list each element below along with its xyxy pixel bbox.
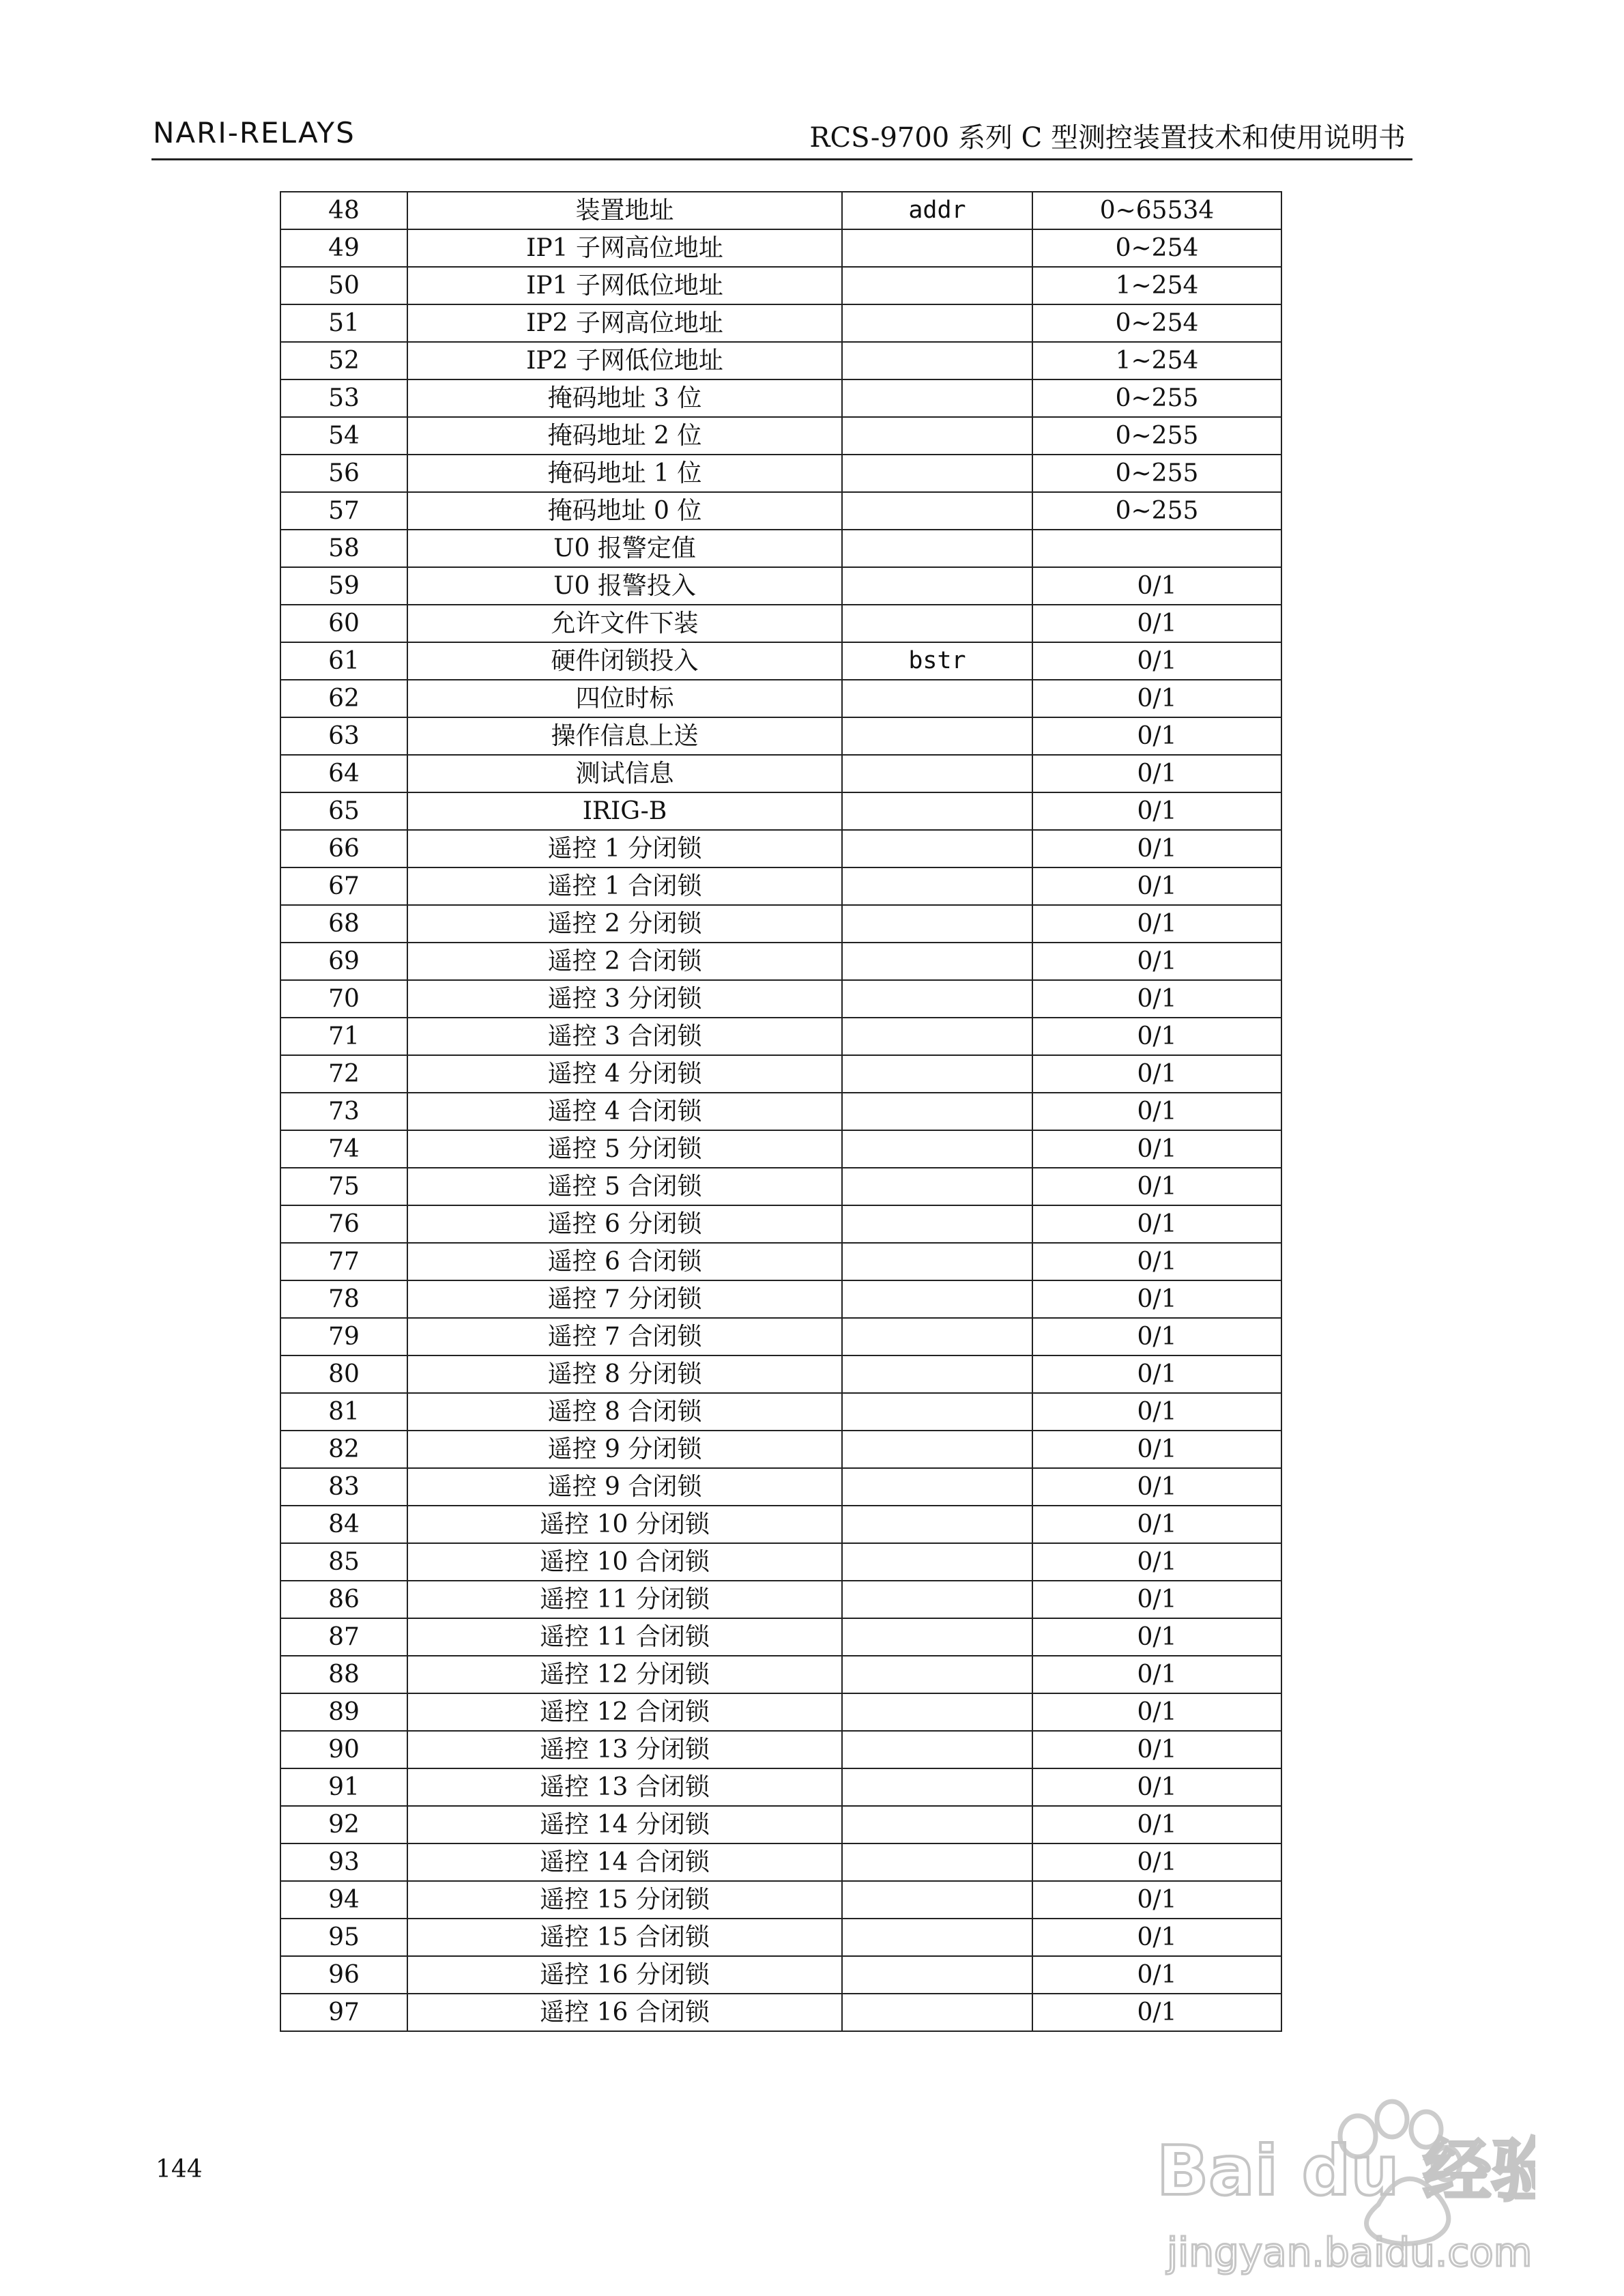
param-name-cell: 遥控 4 分闭锁 [407, 1055, 842, 1093]
param-number-cell: 53 [280, 379, 407, 417]
param-range-cell: 0/1 [1032, 980, 1281, 1018]
param-symbol-cell [842, 1618, 1032, 1656]
param-range-cell: 0/1 [1032, 867, 1281, 905]
param-number-cell: 72 [280, 1055, 407, 1093]
param-symbol-cell [842, 342, 1032, 379]
param-number-cell: 61 [280, 642, 407, 680]
table-row [280, 1956, 1281, 1994]
param-symbol-cell [842, 1243, 1032, 1280]
param-number-cell: 50 [280, 267, 407, 304]
param-symbol-cell [842, 1843, 1032, 1881]
param-range-cell: 0~254 [1032, 304, 1281, 342]
table-row [280, 1168, 1281, 1205]
param-range-cell: 0~255 [1032, 492, 1281, 530]
param-name-cell: 遥控 14 合闭锁 [407, 1843, 842, 1881]
param-name-cell: 遥控 11 合闭锁 [407, 1618, 842, 1656]
param-number-cell: 84 [280, 1506, 407, 1543]
param-range-cell: 0/1 [1032, 943, 1281, 980]
param-symbol-cell [842, 943, 1032, 980]
table-row [280, 1994, 1281, 2031]
param-range-cell: 0~255 [1032, 417, 1281, 455]
table-row [280, 1543, 1281, 1581]
param-number-cell: 56 [280, 455, 407, 492]
param-number-cell: 51 [280, 304, 407, 342]
param-name-cell: 遥控 2 分闭锁 [407, 905, 842, 943]
param-range-cell: 0/1 [1032, 755, 1281, 792]
param-symbol-cell [842, 1656, 1032, 1693]
table-row [280, 567, 1281, 605]
param-symbol-cell [842, 867, 1032, 905]
param-name-cell: IRIG-B [407, 792, 842, 830]
param-symbol-cell [842, 1506, 1032, 1543]
param-range-cell: 0/1 [1032, 1130, 1281, 1168]
param-number-cell: 78 [280, 1280, 407, 1318]
param-range-cell: 0/1 [1032, 717, 1281, 755]
table-row [280, 1506, 1281, 1543]
param-number-cell: 76 [280, 1205, 407, 1243]
param-name-cell: IP1 子网低位地址 [407, 267, 842, 304]
param-name-cell: 遥控 16 分闭锁 [407, 1956, 842, 1994]
table-row [280, 1205, 1281, 1243]
param-number-cell: 63 [280, 717, 407, 755]
param-symbol-cell [842, 1093, 1032, 1130]
param-range-cell: 1~254 [1032, 342, 1281, 379]
param-range-cell: 0~254 [1032, 229, 1281, 267]
table-row [280, 1093, 1281, 1130]
param-symbol-cell [842, 680, 1032, 717]
param-name-cell: IP2 子网高位地址 [407, 304, 842, 342]
param-name-cell: 遥控 10 分闭锁 [407, 1506, 842, 1543]
param-name-cell: 遥控 10 合闭锁 [407, 1543, 842, 1581]
table-row [280, 605, 1281, 642]
param-name-cell: 测试信息 [407, 755, 842, 792]
param-symbol-cell [842, 1956, 1032, 1994]
param-name-cell: 四位时标 [407, 680, 842, 717]
param-symbol-cell [842, 980, 1032, 1018]
param-symbol-cell [842, 267, 1032, 304]
param-range-cell: 0/1 [1032, 1318, 1281, 1355]
param-name-cell: 遥控 3 分闭锁 [407, 980, 842, 1018]
header-document-title: RCS-9700 系列 C 型测控装置技术和使用说明书 [809, 122, 1406, 154]
param-number-cell: 75 [280, 1168, 407, 1205]
param-name-cell: U0 报警定值 [407, 530, 842, 567]
param-symbol-cell [842, 530, 1032, 567]
table-row [280, 1806, 1281, 1843]
param-number-cell: 60 [280, 605, 407, 642]
param-range-cell: 0/1 [1032, 1656, 1281, 1693]
param-name-cell: 遥控 14 分闭锁 [407, 1806, 842, 1843]
table-row [280, 1243, 1281, 1280]
param-number-cell: 89 [280, 1693, 407, 1731]
param-symbol-cell [842, 1731, 1032, 1768]
param-number-cell: 70 [280, 980, 407, 1018]
table-row [280, 642, 1281, 680]
param-range-cell: 0/1 [1032, 680, 1281, 717]
param-range-cell: 0~65534 [1032, 192, 1281, 229]
param-range-cell: 0/1 [1032, 1581, 1281, 1618]
param-range-cell: 0/1 [1032, 830, 1281, 867]
param-symbol-cell: bstr [842, 642, 1032, 680]
param-symbol-cell [842, 417, 1032, 455]
table-row [280, 192, 1281, 229]
param-symbol-cell [842, 1431, 1032, 1468]
param-number-cell: 96 [280, 1956, 407, 1994]
param-range-cell [1032, 530, 1281, 567]
param-symbol-cell [842, 717, 1032, 755]
param-number-cell: 85 [280, 1543, 407, 1581]
param-name-cell: 允许文件下装 [407, 605, 842, 642]
table-row [280, 755, 1281, 792]
param-range-cell: 0/1 [1032, 1468, 1281, 1506]
param-number-cell: 92 [280, 1806, 407, 1843]
param-number-cell: 87 [280, 1618, 407, 1656]
param-name-cell: 硬件闭锁投入 [407, 642, 842, 680]
table-row [280, 1318, 1281, 1355]
param-name-cell: 遥控 12 分闭锁 [407, 1656, 842, 1693]
param-number-cell: 68 [280, 905, 407, 943]
param-number-cell: 86 [280, 1581, 407, 1618]
param-symbol-cell [842, 1393, 1032, 1431]
param-name-cell: 遥控 15 分闭锁 [407, 1881, 842, 1919]
table-row [280, 1693, 1281, 1731]
param-symbol-cell [842, 792, 1032, 830]
param-number-cell: 77 [280, 1243, 407, 1280]
table-row [280, 1731, 1281, 1768]
param-name-cell: 遥控 7 合闭锁 [407, 1318, 842, 1355]
param-number-cell: 71 [280, 1018, 407, 1055]
param-range-cell: 0/1 [1032, 605, 1281, 642]
watermark-brand-text: Bai du 经验 [1157, 2131, 1535, 2211]
param-symbol-cell [842, 605, 1032, 642]
table-row [280, 229, 1281, 267]
param-symbol-cell [842, 1543, 1032, 1581]
param-number-cell: 94 [280, 1881, 407, 1919]
param-symbol-cell [842, 1994, 1032, 2031]
param-name-cell: 遥控 11 分闭锁 [407, 1581, 842, 1618]
param-name-cell: 遥控 5 分闭锁 [407, 1130, 842, 1168]
param-number-cell: 64 [280, 755, 407, 792]
table-row [280, 1280, 1281, 1318]
param-number-cell: 83 [280, 1468, 407, 1506]
param-range-cell: 0/1 [1032, 1355, 1281, 1393]
param-range-cell: 0/1 [1032, 1881, 1281, 1919]
param-symbol-cell [842, 1806, 1032, 1843]
table-row [280, 1355, 1281, 1393]
param-number-cell: 67 [280, 867, 407, 905]
param-range-cell: 0/1 [1032, 792, 1281, 830]
param-range-cell: 0/1 [1032, 1806, 1281, 1843]
param-name-cell: 操作信息上送 [407, 717, 842, 755]
param-range-cell: 1~254 [1032, 267, 1281, 304]
param-range-cell: 0/1 [1032, 1919, 1281, 1956]
table-row [280, 792, 1281, 830]
param-range-cell: 0/1 [1032, 1205, 1281, 1243]
table-row [280, 1468, 1281, 1506]
param-number-cell: 90 [280, 1731, 407, 1768]
param-number-cell: 97 [280, 1994, 407, 2031]
param-number-cell: 95 [280, 1919, 407, 1956]
table-row [280, 905, 1281, 943]
param-range-cell: 0/1 [1032, 1018, 1281, 1055]
param-range-cell: 0/1 [1032, 1994, 1281, 2031]
param-number-cell: 80 [280, 1355, 407, 1393]
param-symbol-cell: addr [842, 192, 1032, 229]
param-name-cell: 遥控 8 合闭锁 [407, 1393, 842, 1431]
param-name-cell: IP1 子网高位地址 [407, 229, 842, 267]
param-number-cell: 57 [280, 492, 407, 530]
table-row [280, 492, 1281, 530]
param-range-cell: 0/1 [1032, 1843, 1281, 1881]
param-symbol-cell [842, 1768, 1032, 1806]
table-row [280, 717, 1281, 755]
param-symbol-cell [842, 1018, 1032, 1055]
param-symbol-cell [842, 1205, 1032, 1243]
table-row [280, 830, 1281, 867]
table-row [280, 1431, 1281, 1468]
param-name-cell: U0 报警投入 [407, 567, 842, 605]
param-name-cell: 遥控 6 分闭锁 [407, 1205, 842, 1243]
param-number-cell: 81 [280, 1393, 407, 1431]
param-name-cell: 遥控 15 合闭锁 [407, 1919, 842, 1956]
table-row [280, 379, 1281, 417]
table-row [280, 1618, 1281, 1656]
param-symbol-cell [842, 1919, 1032, 1956]
table-row [280, 530, 1281, 567]
table-row [280, 1393, 1281, 1431]
param-range-cell: 0/1 [1032, 642, 1281, 680]
param-number-cell: 62 [280, 680, 407, 717]
param-number-cell: 48 [280, 192, 407, 229]
table-row [280, 267, 1281, 304]
table-row [280, 1581, 1281, 1618]
param-name-cell: 遥控 7 分闭锁 [407, 1280, 842, 1318]
param-range-cell: 0/1 [1032, 1168, 1281, 1205]
baidu-jingyan-watermark [1153, 2082, 1535, 2280]
param-name-cell: 掩码地址 2 位 [407, 417, 842, 455]
param-number-cell: 49 [280, 229, 407, 267]
param-range-cell: 0/1 [1032, 567, 1281, 605]
param-range-cell: 0/1 [1032, 905, 1281, 943]
param-name-cell: 装置地址 [407, 192, 842, 229]
param-name-cell: 掩码地址 0 位 [407, 492, 842, 530]
parameter-table-body [280, 192, 1281, 2031]
param-symbol-cell [842, 830, 1032, 867]
watermark-url-text: jingyan.baidu.com [1167, 2229, 1533, 2276]
param-range-cell: 0~255 [1032, 455, 1281, 492]
table-row [280, 1055, 1281, 1093]
table-row [280, 1656, 1281, 1693]
param-name-cell: 掩码地址 3 位 [407, 379, 842, 417]
param-symbol-cell [842, 492, 1032, 530]
param-number-cell: 74 [280, 1130, 407, 1168]
param-name-cell: 遥控 9 合闭锁 [407, 1468, 842, 1506]
param-range-cell: 0/1 [1032, 1393, 1281, 1431]
table-row [280, 867, 1281, 905]
param-symbol-cell [842, 567, 1032, 605]
param-number-cell: 93 [280, 1843, 407, 1881]
param-name-cell: 遥控 8 分闭锁 [407, 1355, 842, 1393]
watermark-logo-icon [1153, 2082, 1535, 2280]
param-name-cell: IP2 子网低位地址 [407, 342, 842, 379]
param-number-cell: 79 [280, 1318, 407, 1355]
table-row [280, 1768, 1281, 1806]
param-range-cell: 0~255 [1032, 379, 1281, 417]
param-name-cell: 遥控 13 合闭锁 [407, 1768, 842, 1806]
param-number-cell: 52 [280, 342, 407, 379]
param-number-cell: 69 [280, 943, 407, 980]
param-symbol-cell [842, 1318, 1032, 1355]
param-symbol-cell [842, 1280, 1032, 1318]
param-number-cell: 66 [280, 830, 407, 867]
param-name-cell: 遥控 3 合闭锁 [407, 1018, 842, 1055]
param-name-cell: 遥控 1 合闭锁 [407, 867, 842, 905]
param-range-cell: 0/1 [1032, 1506, 1281, 1543]
page-number: 144 [156, 2155, 203, 2183]
table-row [280, 417, 1281, 455]
param-name-cell: 遥控 12 合闭锁 [407, 1693, 842, 1731]
param-number-cell: 54 [280, 417, 407, 455]
param-symbol-cell [842, 1130, 1032, 1168]
param-number-cell: 88 [280, 1656, 407, 1693]
param-range-cell: 0/1 [1032, 1956, 1281, 1994]
param-name-cell: 遥控 4 合闭锁 [407, 1093, 842, 1130]
param-range-cell: 0/1 [1032, 1243, 1281, 1280]
param-symbol-cell [842, 1581, 1032, 1618]
param-name-cell: 遥控 5 合闭锁 [407, 1168, 842, 1205]
parameter-table [280, 191, 1282, 2032]
param-number-cell: 73 [280, 1093, 407, 1130]
param-name-cell: 遥控 1 分闭锁 [407, 830, 842, 867]
param-range-cell: 0/1 [1032, 1093, 1281, 1130]
table-row [280, 1881, 1281, 1919]
param-name-cell: 遥控 6 合闭锁 [407, 1243, 842, 1280]
table-row [280, 1919, 1281, 1956]
table-row [280, 980, 1281, 1018]
param-number-cell: 82 [280, 1431, 407, 1468]
param-name-cell: 遥控 2 合闭锁 [407, 943, 842, 980]
param-symbol-cell [842, 229, 1032, 267]
table-row [280, 1018, 1281, 1055]
param-number-cell: 91 [280, 1768, 407, 1806]
table-row [280, 943, 1281, 980]
param-range-cell: 0/1 [1032, 1618, 1281, 1656]
param-number-cell: 59 [280, 567, 407, 605]
param-name-cell: 遥控 9 分闭锁 [407, 1431, 842, 1468]
table-row [280, 342, 1281, 379]
table-row [280, 1130, 1281, 1168]
param-name-cell: 遥控 16 合闭锁 [407, 1994, 842, 2031]
param-range-cell: 0/1 [1032, 1280, 1281, 1318]
param-symbol-cell [842, 1168, 1032, 1205]
param-range-cell: 0/1 [1032, 1693, 1281, 1731]
param-name-cell: 遥控 13 分闭锁 [407, 1731, 842, 1768]
header-brand: NARI-RELAYS [153, 116, 356, 149]
param-range-cell: 0/1 [1032, 1768, 1281, 1806]
param-range-cell: 0/1 [1032, 1731, 1281, 1768]
header-divider [151, 158, 1412, 160]
param-symbol-cell [842, 1693, 1032, 1731]
table-row [280, 455, 1281, 492]
table-row [280, 304, 1281, 342]
param-symbol-cell [842, 304, 1032, 342]
param-symbol-cell [842, 755, 1032, 792]
param-symbol-cell [842, 379, 1032, 417]
param-symbol-cell [842, 1355, 1032, 1393]
param-symbol-cell [842, 1055, 1032, 1093]
param-symbol-cell [842, 1468, 1032, 1506]
param-range-cell: 0/1 [1032, 1543, 1281, 1581]
param-range-cell: 0/1 [1032, 1055, 1281, 1093]
table-row [280, 1843, 1281, 1881]
param-range-cell: 0/1 [1032, 1431, 1281, 1468]
param-number-cell: 58 [280, 530, 407, 567]
param-symbol-cell [842, 905, 1032, 943]
param-symbol-cell [842, 455, 1032, 492]
param-symbol-cell [842, 1881, 1032, 1919]
param-name-cell: 掩码地址 1 位 [407, 455, 842, 492]
param-number-cell: 65 [280, 792, 407, 830]
table-row [280, 680, 1281, 717]
